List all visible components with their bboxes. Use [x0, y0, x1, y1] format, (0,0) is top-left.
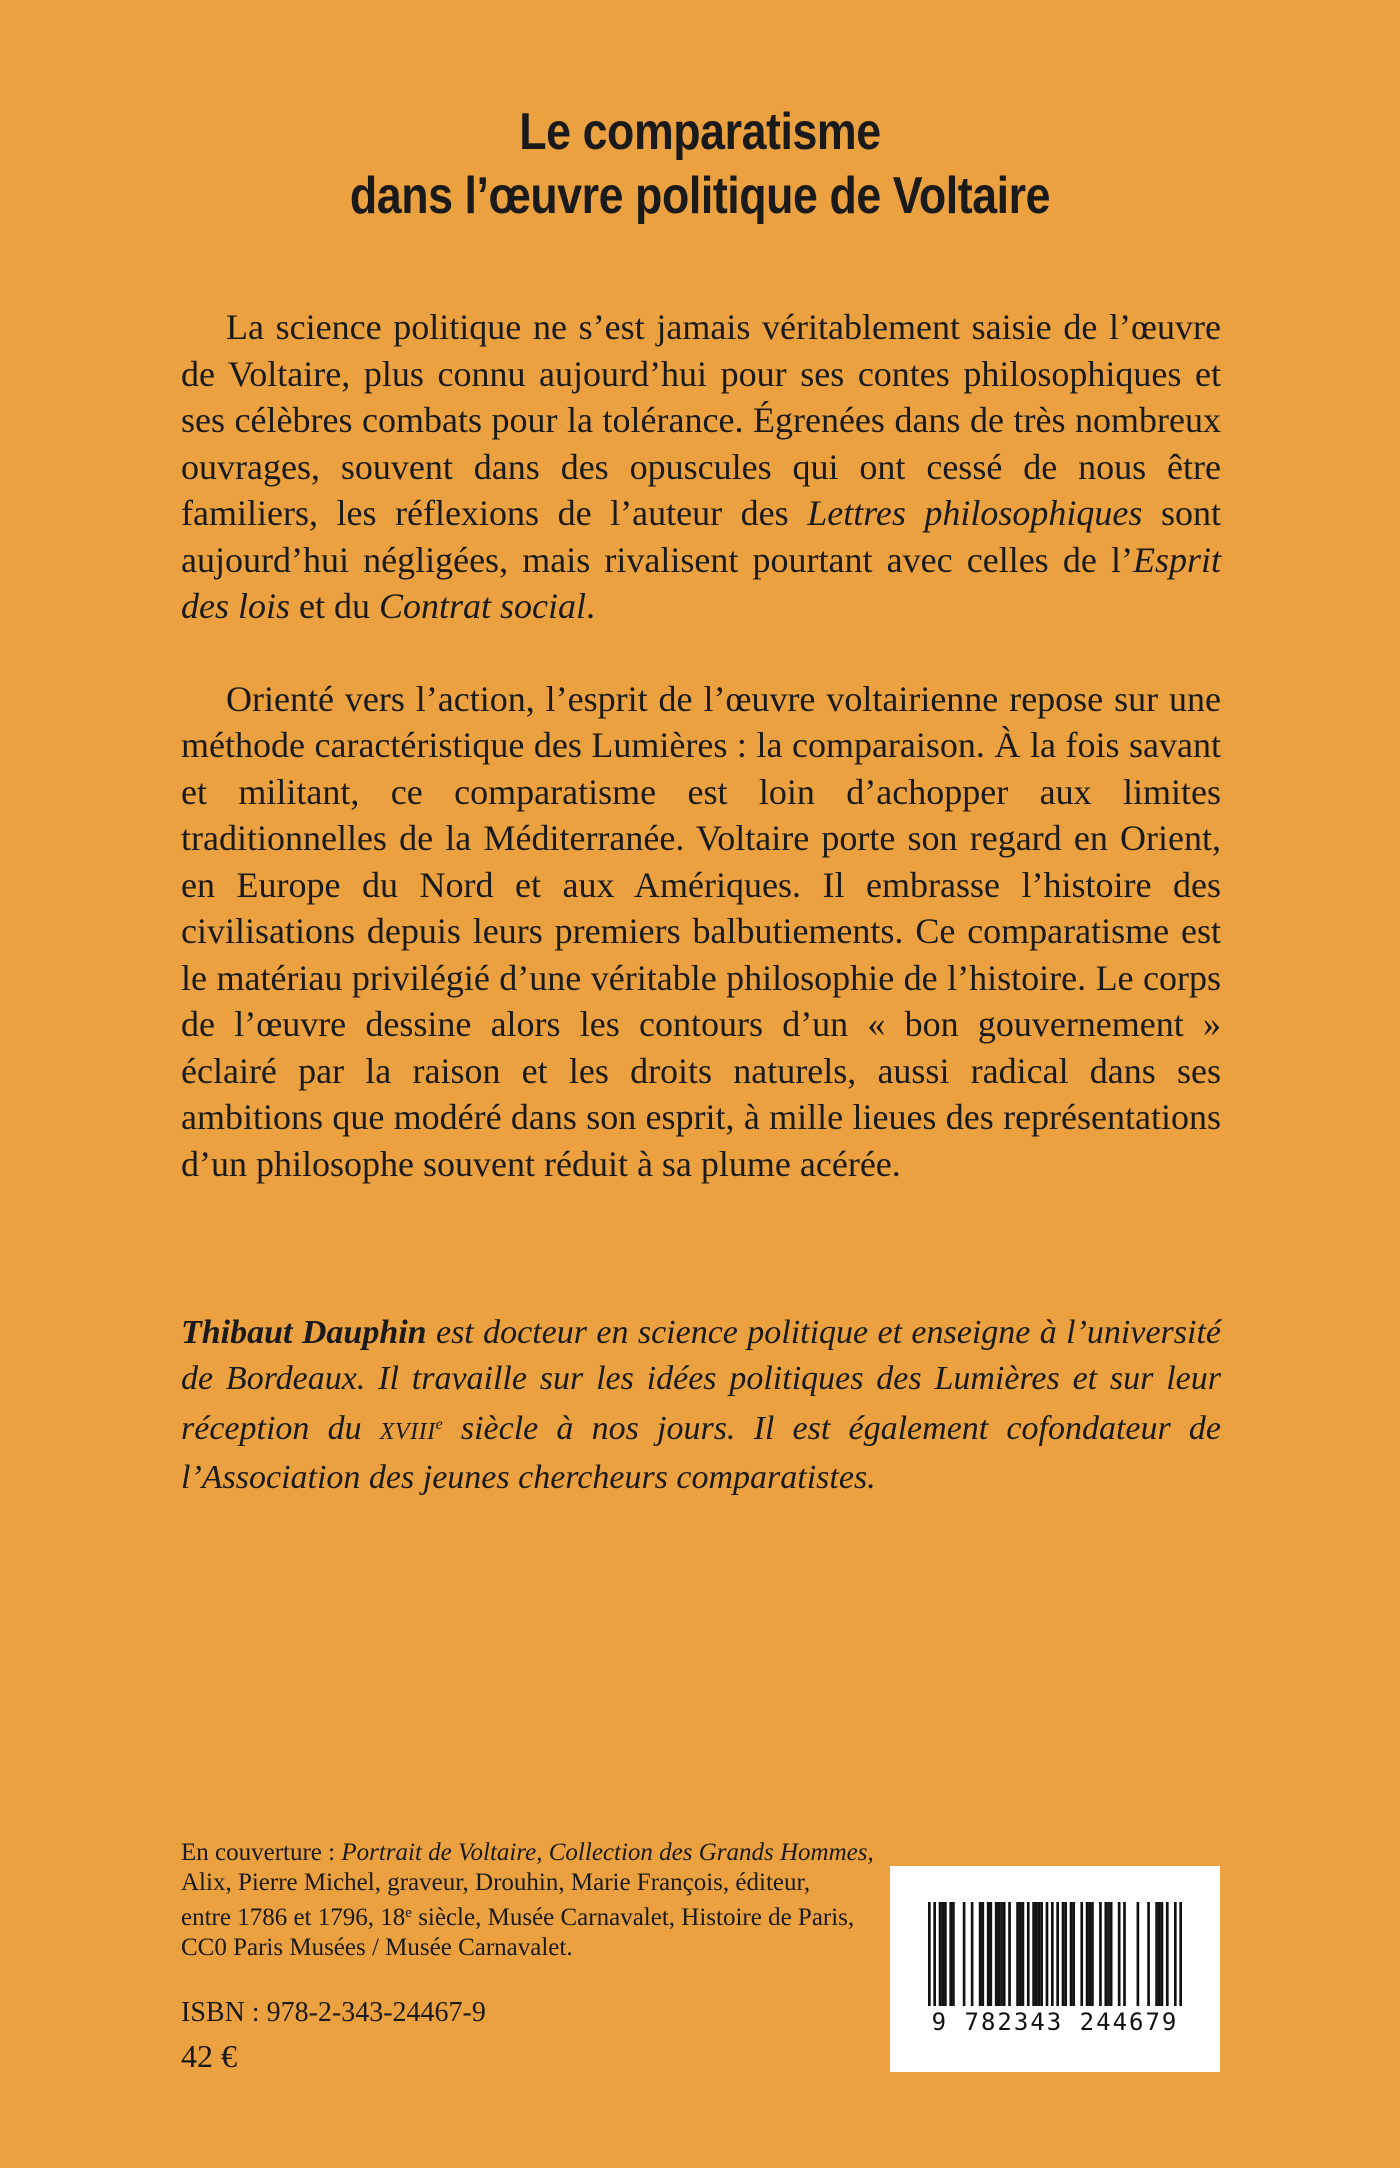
barcode-bar [939, 1902, 942, 2006]
author-century-sup: e [435, 1416, 443, 1433]
barcode-bar [1099, 1902, 1102, 2006]
barcode-bar [1040, 1902, 1043, 2006]
barcode-bar [1022, 1902, 1025, 2006]
credits-line-1-end: , [867, 1839, 874, 1866]
barcode-bar [1091, 1902, 1094, 2006]
barcode-bar [1147, 1902, 1150, 2006]
barcode-bar [981, 1902, 984, 2006]
author-name: Thibaut Dauphin [181, 1314, 427, 1351]
barcode-bar [995, 1902, 998, 2006]
barcode-bar [1118, 1902, 1121, 2006]
barcode-bar [989, 1902, 992, 2006]
barcode-bar [1086, 1902, 1089, 2006]
barcode-bar [1088, 1902, 1091, 2006]
barcode-bar [1046, 1902, 1049, 2006]
credits-line-1 [181, 1838, 921, 1868]
barcode-bar [971, 1902, 974, 2006]
barcode-bar [1019, 1902, 1022, 2006]
cover-credits [181, 1838, 921, 1963]
barcode-bar [1107, 1902, 1110, 2006]
barcode-bar [1003, 1902, 1006, 2006]
barcode-bar [1070, 1902, 1073, 2006]
barcode-bar [1062, 1902, 1065, 2006]
barcode-bar [987, 1902, 990, 2006]
barcode-bar [1064, 1902, 1067, 2006]
barcode-bar [979, 1902, 982, 2006]
barcode-panel [890, 1866, 1220, 2072]
summary-p1-title-contrat: Contrat social [379, 586, 587, 626]
author-century: XVIII [379, 1419, 436, 1445]
barcode-bar [963, 1902, 966, 2006]
summary-p1-title-lettres: Lettres philosophiques [807, 493, 1143, 533]
barcode-bar [1179, 1902, 1182, 2006]
barcode-bars [928, 1902, 1182, 2006]
barcode-bar [1016, 1902, 1019, 2006]
barcode-bar [1110, 1902, 1113, 2006]
barcode-bar [1161, 1902, 1164, 2006]
barcode-bar [1166, 1902, 1169, 2006]
barcode-bar [1104, 1902, 1107, 2006]
barcode-bar [928, 1902, 931, 2006]
barcode-bar [1123, 1902, 1126, 2006]
barcode-bar [1000, 1902, 1003, 2006]
barcode-bar [1072, 1902, 1075, 2006]
credits-prefix: En couverture : [181, 1839, 342, 1866]
barcode-bar [1035, 1902, 1038, 2006]
barcode-bar [1174, 1902, 1177, 2006]
credits-line-2: Alix, Pierre Michel, graveur, Drouhin, Marie François, éditeur, [181, 1869, 811, 1896]
barcode-bar [1158, 1902, 1161, 2006]
barcode-bar [952, 1902, 955, 2006]
summary-p1-part-b: sont aujourd’hui négligées, mais rivalisent pourtant avec celles de l’ [181, 493, 1221, 580]
barcode-bar [933, 1902, 936, 2006]
barcode-bar [1038, 1902, 1041, 2006]
credits-line-3-sup: e [405, 1905, 412, 1921]
barcode-bar [1137, 1902, 1140, 2006]
summary-p1-part-c: et du [290, 586, 379, 626]
barcode-bar [949, 1902, 952, 2006]
barcode-bar [1056, 1902, 1059, 2006]
barcode-digits: 9 782343 244679 [931, 2008, 1179, 2036]
summary-p1-title-esprit: Esprit des lois [181, 539, 1221, 626]
summary-p1-part-d: . [586, 586, 596, 626]
barcode-bar [1032, 1902, 1035, 2006]
credits-line-3-b: siècle, Musée Carnavalet, Histoire de Paris, [411, 1904, 855, 1931]
barcode-bar [998, 1902, 1001, 2006]
barcode-bar [1051, 1902, 1054, 2006]
credits-work: Portrait de Voltaire, Collection des Grands Hommes [341, 1839, 868, 1866]
barcode-bar [1027, 1902, 1030, 2006]
credits-line-3-a: entre 1786 et 1796, 18 [181, 1904, 406, 1931]
barcode-bar [1008, 1902, 1011, 2006]
barcode-bar [944, 1902, 947, 2006]
isbn-number: ISBN : 978-2-343-24467-9 [181, 1997, 486, 2028]
credits-line-4: CC0 Paris Musées / Musée Carnavalet. [181, 1934, 573, 1961]
title-line-1: Le comparatisme [519, 103, 881, 161]
book-title [98, 100, 1302, 228]
summary-paragraph-1 [181, 304, 1221, 630]
summary-text [181, 304, 1221, 1187]
barcode-bar [1080, 1902, 1083, 2006]
title-line-2: dans l’œuvre politique de Voltaire [349, 167, 1051, 225]
summary-paragraph-2: Orienté vers l’action, l’esprit de l’œuvre voltairienne repose sur une méthode caractéristique des Lumières : la comparaison. À la fois savant et militant, ce comparatisme est loin d’achopper aux limites traditionnelles de la Méditerranée. Voltaire porte son regard en Orient, en Europe du Nord et aux Amériques. Il embrasse l’histoire des civilisations depuis leurs premiers balbutiements. Ce comparatisme est le matériau privilégié d’une véritable philosophie de l’histoire. Le corps de l’œuvre dessine alors les contours d’un « bon gouvernement » éclairé par la raison et les droits naturels, aussi radical dans ses ambitions que modéré dans son esprit, à mille lieues des représentations d’un philosophe souvent réduit à sa plume acérée. [181, 678, 1221, 1184]
author-bio-part-a: est docteur en science politique et enseigne à l’université de Bordeaux. Il travaille sur les idées politiques des Lumières et sur leur réception du [181, 1314, 1221, 1447]
summary-p1-part-a: La science politique ne s’est jamais véritablement saisie de l’œuvre de Voltaire, plus connu aujourd’hui pour ses contes philosophiques et ses célèbres combats pour la tolérance. Égrenées dans de très nombreux ouvrages, souvent dans des opuscules qui ont cessé de nous être familiers, les réflexions de l’auteur des [181, 307, 1221, 533]
barcode-bar [941, 1902, 944, 2006]
credits-line-3 [181, 1898, 921, 1933]
author-bio-part-b: siècle à nos jours. Il est également cofondateur de l’Association des jeunes chercheurs comparatistes. [181, 1410, 1221, 1496]
price: 42 € [181, 2038, 237, 2074]
barcode-bar [1155, 1902, 1158, 2006]
author-bio [181, 1310, 1221, 1501]
